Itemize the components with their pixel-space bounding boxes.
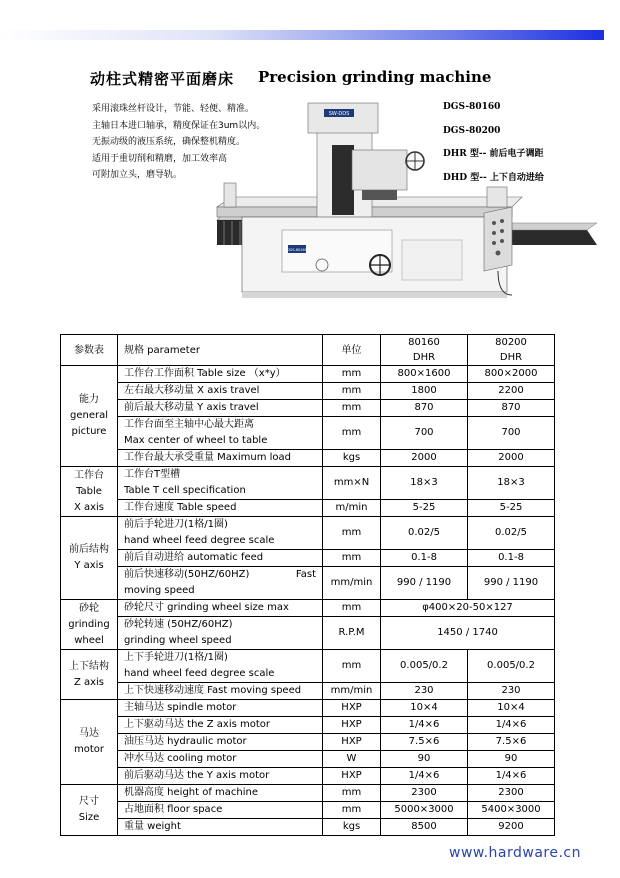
param-cell: 工作台速度 Table speed: [118, 500, 323, 517]
table-row: [61, 717, 555, 734]
group-label: general: [69, 410, 108, 421]
value-cell: 90: [381, 751, 468, 768]
header-model-80160: [381, 335, 468, 366]
table-row: [61, 751, 555, 768]
table-row: [61, 366, 555, 383]
group-label: 尺寸: [79, 796, 99, 807]
unit-cell: W: [323, 751, 381, 768]
group-capacity: [61, 366, 118, 467]
group-label: Z axis: [73, 676, 105, 688]
title-english: Precision grinding machine: [258, 68, 492, 86]
model-item: DHR 型-- 前后电子调距: [443, 149, 544, 159]
value-cell: 18×3: [468, 467, 555, 500]
unit-cell: mm: [323, 600, 381, 617]
table-row: [61, 785, 555, 802]
param-en-fragment: Fast: [295, 569, 316, 580]
table-row: [61, 600, 555, 617]
table-row: [61, 802, 555, 819]
value-cell: 0.005/0.2: [381, 650, 468, 683]
value-cell: 90: [468, 751, 555, 768]
param-cn: 工作台面至主轴中心最大距离: [124, 419, 254, 430]
value-cell: 870: [468, 400, 555, 417]
value-cell: 1/4×6: [381, 717, 468, 734]
unit-cell: mm/min: [323, 683, 381, 700]
group-label: 工作台: [74, 469, 104, 481]
unit-cell: mm: [323, 650, 381, 683]
unit-cell: HXP: [323, 734, 381, 751]
param-en: moving speed: [124, 585, 195, 596]
param-cell: 冲水马达 cooling motor: [118, 751, 323, 768]
model-item: DHD 型-- 上下自动进给: [443, 172, 544, 183]
header-model-80200: [468, 335, 555, 366]
value-cell: 2300: [468, 785, 555, 802]
group-label: 能力: [79, 394, 99, 405]
table-header-row: [61, 335, 555, 366]
value-cell: 5000×3000: [381, 802, 468, 819]
table-row: [61, 550, 555, 567]
group-table: [61, 467, 118, 517]
value-cell: 1800: [381, 383, 468, 400]
table-row: [61, 450, 555, 467]
value-cell: 2300: [381, 785, 468, 802]
param-cell: [118, 617, 323, 650]
param-cell: [118, 467, 323, 500]
param-cell: 前后自动进给 automatic feed: [118, 550, 323, 567]
table-row: [61, 617, 555, 650]
table-row: [61, 517, 555, 550]
table-row: [61, 467, 555, 500]
model-number: 80160: [408, 337, 440, 348]
table-row: [61, 650, 555, 683]
header-spec-cell: 规格 parameter: [118, 335, 323, 366]
value-cell: 10×4: [381, 700, 468, 717]
param-cell: 工作台最大承受重量 Maximum load: [118, 450, 323, 467]
value-cell: 7.5×6: [381, 734, 468, 751]
param-line: [124, 567, 320, 583]
feature-item: 适用于重切削和精磨，加工效率高: [92, 153, 228, 164]
group-label: 砂轮: [79, 602, 99, 614]
param-en: hand wheel feed degree scale: [124, 668, 275, 679]
value-cell: 5-25: [468, 500, 555, 517]
group-label: grinding: [68, 618, 110, 630]
value-cell: 2200: [468, 383, 555, 400]
value-cell: 1/4×6: [468, 717, 555, 734]
param-cell: 上下驱动马达 the Z axis motor: [118, 717, 323, 734]
value-cell: 5400×3000: [468, 802, 555, 819]
header-unit-cell: 单位: [323, 335, 381, 366]
value-cell: 700: [468, 417, 555, 450]
value-cell-merged: 1450 / 1740: [381, 617, 555, 650]
param-cn: 工作台T型槽: [124, 469, 181, 480]
table-row: [61, 383, 555, 400]
unit-cell: mm×N: [323, 467, 381, 500]
unit-cell: R.P.M: [323, 617, 381, 650]
param-en: grinding wheel speed: [124, 635, 232, 646]
group-label: 上下结构: [69, 660, 109, 672]
value-cell: 230: [468, 683, 555, 700]
param-cell: 工作台工作面积 Table size （x*y）: [118, 366, 323, 383]
unit-cell: mm: [323, 366, 381, 383]
table-row: [61, 683, 555, 700]
value-cell-merged: φ400×20-50×127: [381, 600, 555, 617]
param-cell: 占地面积 floor space: [118, 802, 323, 819]
title-chinese: 动柱式精密平面磨床: [90, 70, 235, 88]
unit-cell: mm/min: [323, 567, 381, 600]
feature-item: 采用滚珠丝杆设计，节能、轻便、精准。: [92, 104, 255, 114]
value-cell: 10×4: [468, 700, 555, 717]
table-row: [61, 734, 555, 751]
value-cell: 18×3: [381, 467, 468, 500]
group-front-back: [61, 517, 118, 600]
table-row: [61, 819, 555, 836]
value-cell: 800×2000: [468, 366, 555, 383]
group-label: motor: [73, 744, 104, 755]
base-nameplate: DGS-80160: [286, 248, 308, 252]
table-row: [61, 768, 555, 785]
value-cell: 5-25: [381, 500, 468, 517]
group-label: X axis: [73, 501, 105, 513]
param-cell: 上下快速移动速度 Fast moving speed: [118, 683, 323, 700]
param-cn: 前后手轮进刀(1格/1圈): [124, 519, 228, 530]
table-row: [61, 700, 555, 717]
param-cell: 前后驱动马达 the Y axis motor: [118, 768, 323, 785]
param-cell: [118, 417, 323, 450]
value-cell: 700: [381, 417, 468, 450]
table-row: [61, 400, 555, 417]
feature-item: 无振动级的液压系统，确保整机精度。: [92, 137, 246, 147]
value-cell: 990 / 1190: [381, 567, 468, 600]
unit-cell: HXP: [323, 700, 381, 717]
group-label: Y axis: [74, 560, 104, 571]
group-label: picture: [71, 426, 107, 437]
value-cell: 1/4×6: [381, 768, 468, 785]
value-cell: 800×1600: [381, 366, 468, 383]
param-cn: 前后快速移动(50HZ/60HZ): [124, 569, 250, 580]
unit-cell: m/min: [323, 500, 381, 517]
grinding-machine-illustration: [212, 95, 602, 320]
unit-cell: kgs: [323, 450, 381, 467]
value-cell: 230: [381, 683, 468, 700]
param-en: Table T cell specification: [124, 485, 246, 496]
group-label: Size: [78, 812, 100, 823]
model-item: DGS-80160: [443, 102, 501, 112]
model-type: DHR: [412, 352, 436, 363]
unit-cell: kgs: [323, 819, 381, 836]
unit-cell: mm: [323, 802, 381, 819]
column-nameplate: SW-DDS: [328, 111, 350, 117]
param-cell: 机器高度 height of machine: [118, 785, 323, 802]
value-cell: 0.1-8: [381, 550, 468, 567]
group-label: wheel: [74, 634, 104, 646]
group-up-down: [61, 650, 118, 700]
unit-cell: mm: [323, 550, 381, 567]
param-cell: 左右最大移动量 X axis travel: [118, 383, 323, 400]
unit-cell: mm: [323, 417, 381, 450]
website-footer: www.hardware.cn: [449, 845, 581, 861]
group-motor: [61, 700, 118, 785]
feature-item: 主轴日本进口轴承，精度保证在3um以内。: [92, 120, 266, 131]
param-cn: 上下手轮进刀(1格/1圈): [124, 652, 228, 663]
header-gradient-bar: [0, 30, 604, 40]
group-size: [61, 785, 118, 836]
unit-cell: HXP: [323, 717, 381, 734]
header-param-cell: 参数表: [61, 335, 118, 366]
group-label: Table: [76, 485, 102, 497]
model-number: 80200: [495, 337, 527, 348]
group-label: 前后结构: [69, 544, 109, 555]
value-cell: 870: [381, 400, 468, 417]
value-cell: 2000: [381, 450, 468, 467]
group-label: 马达: [79, 728, 99, 739]
value-cell: 0.005/0.2: [468, 650, 555, 683]
value-cell: 0.02/5: [381, 517, 468, 550]
unit-cell: mm: [323, 517, 381, 550]
param-cn: 砂轮转速 (50HZ/60HZ): [124, 619, 233, 630]
param-cell: 砂轮尺寸 grinding wheel size max: [118, 600, 323, 617]
param-cell: 油压马达 hydraulic motor: [118, 734, 323, 751]
group-wheel: [61, 600, 118, 650]
value-cell: 7.5×6: [468, 734, 555, 751]
value-cell: 2000: [468, 450, 555, 467]
value-cell: 990 / 1190: [468, 567, 555, 600]
feature-item: 可附加立头，磨导轨。: [92, 170, 183, 180]
table-row: [61, 417, 555, 450]
param-cell: 前后最大移动量 Y axis travel: [118, 400, 323, 417]
unit-cell: mm: [323, 785, 381, 802]
value-cell: 0.1-8: [468, 550, 555, 567]
specification-table: [60, 334, 555, 836]
model-type: DHR: [499, 352, 523, 363]
param-cell: [118, 650, 323, 683]
value-cell: 8500: [381, 819, 468, 836]
model-item: DGS-80200: [443, 125, 501, 136]
value-cell: 1/4×6: [468, 768, 555, 785]
unit-cell: mm: [323, 400, 381, 417]
param-en: Max center of wheel to table: [124, 435, 268, 446]
param-cell: 重量 weight: [118, 819, 323, 836]
table-row: [61, 500, 555, 517]
value-cell: 9200: [468, 819, 555, 836]
unit-cell: mm: [323, 383, 381, 400]
value-cell: 0.02/5: [468, 517, 555, 550]
unit-cell: HXP: [323, 768, 381, 785]
param-cell: 主轴马达 spindle motor: [118, 700, 323, 717]
table-row: [61, 567, 555, 600]
param-cell: [118, 567, 323, 600]
param-cell: [118, 517, 323, 550]
param-en: hand wheel feed degree scale: [124, 535, 275, 546]
